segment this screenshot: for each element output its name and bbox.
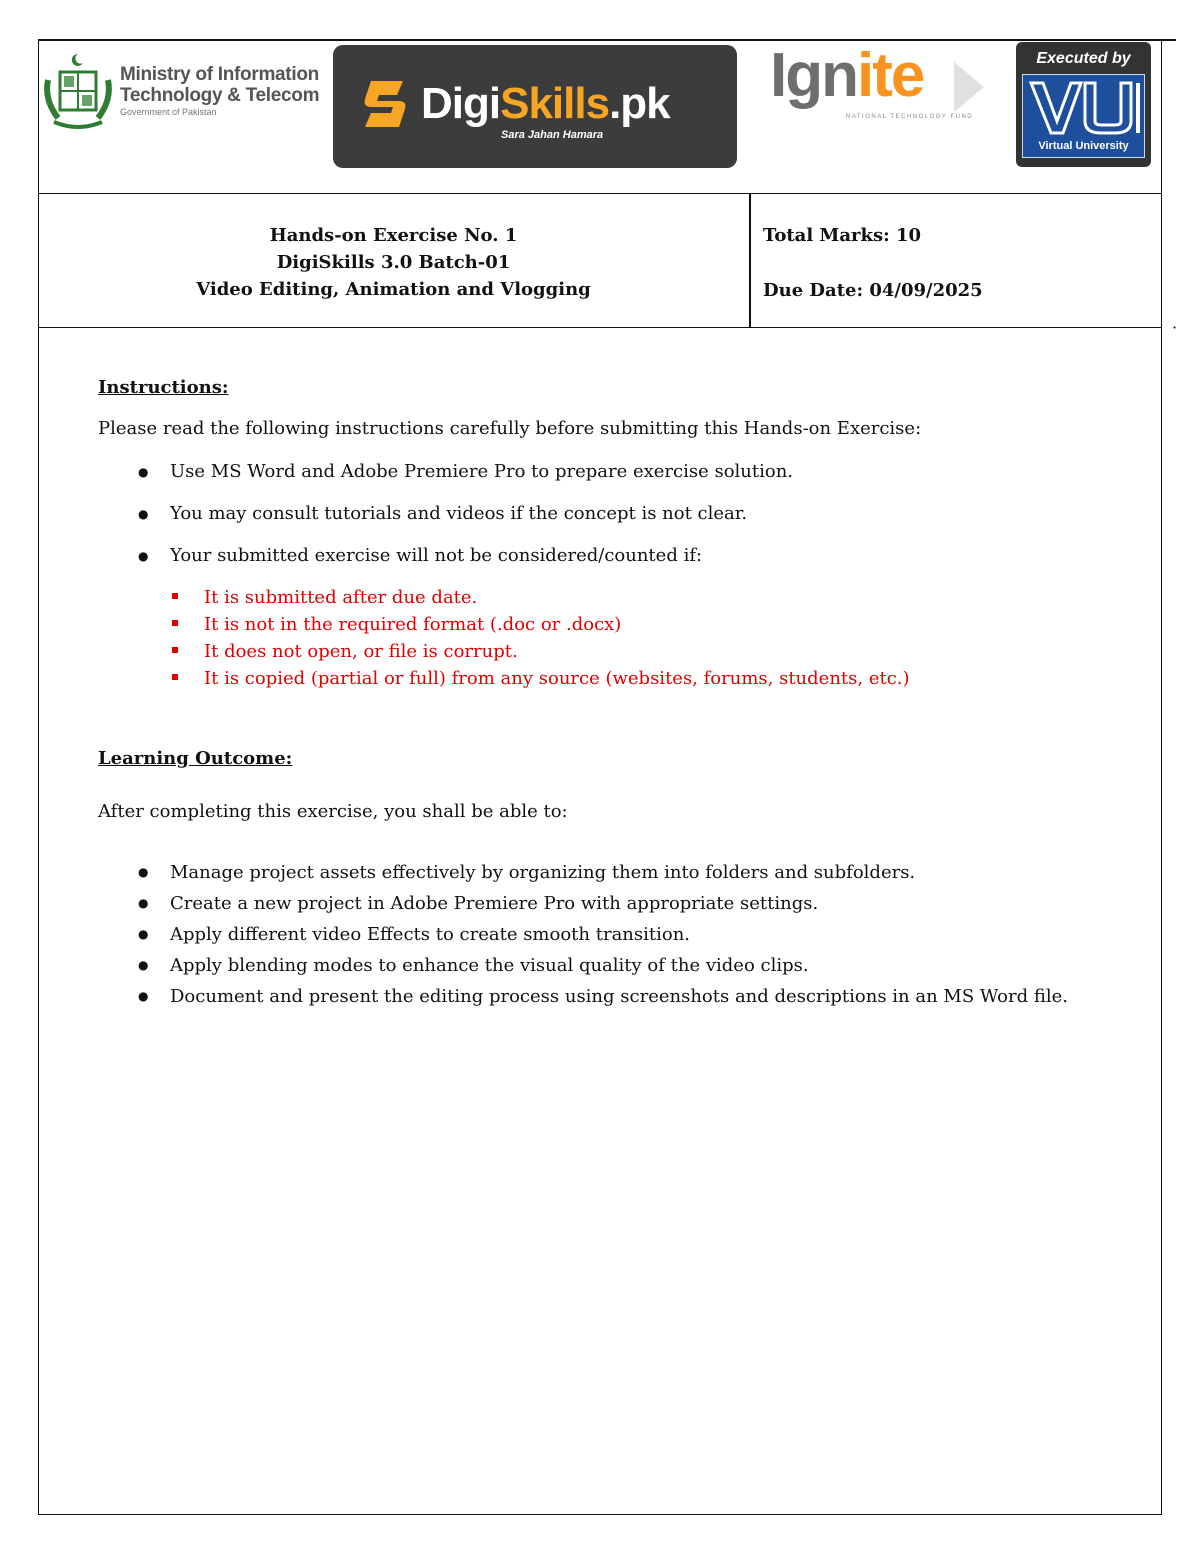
instructions-list (98, 460, 793, 568)
list-item: ● Manage project assets effectively by organizing them into folders and subfolders. (98, 857, 1068, 888)
digiskills-tagline: Sara Jahan Hamara (501, 129, 604, 141)
list-item: ● Apply different video Effects to create smooth transition. (98, 919, 1068, 950)
vu-monogram-icon (1023, 77, 1144, 139)
vu-executed-by: Executed by (1036, 50, 1131, 67)
digiskills-logo (333, 45, 737, 168)
ministry-name-line2: Technology & Telecom (120, 85, 320, 106)
vu-logo (1016, 42, 1151, 167)
margin-dot: · (1172, 318, 1178, 337)
list-item: It does not open, or file is corrupt. (98, 638, 910, 665)
vu-university-name: Virtual University (1038, 140, 1129, 152)
ministry-government-line: Government of Pakistan (120, 107, 217, 117)
pakistan-emblem-icon (40, 50, 116, 132)
course-name: Video Editing, Animation and Vlogging (196, 279, 591, 300)
ministry-name-line1: Ministry of Information (120, 64, 319, 85)
list-item: ● Create a new project in Adobe Premiere Pro with appropriate settings. (98, 888, 1068, 919)
list-item: ● Apply blending modes to enhance the visual quality of the video clips. (98, 950, 1068, 981)
ignite-logo (768, 41, 988, 130)
due-date: Due Date: 04/09/2025 (763, 280, 983, 301)
digiskills-wordmark: DigiSkills.pk (421, 79, 670, 128)
total-marks: Total Marks: 10 (763, 225, 922, 246)
exercise-number: Hands-on Exercise No. 1 (269, 225, 518, 246)
list-item: It is not in the required format (.doc or .docx) (98, 611, 910, 638)
batch-name: DigiSkills 3.0 Batch-01 (276, 252, 511, 273)
exercise-title-block (38, 222, 749, 303)
list-item: ● Use MS Word and Adobe Premiere Pro to prepare exercise solution. (98, 460, 793, 484)
list-item: ● Your submitted exercise will not be considered/counted if: (98, 544, 793, 568)
top-rule (1160, 39, 1176, 41)
list-item: ● Document and present the editing process using screenshots and descriptions in an MS Word file. (98, 981, 1068, 1012)
ignite-wordmark: Ignite (770, 41, 924, 110)
digiskills-s-icon (357, 75, 413, 135)
learning-outcome-intro: After completing this exercise, you shall be able to: (98, 801, 568, 822)
ignite-arrow-icon (954, 62, 984, 112)
title-divider (749, 193, 751, 328)
instructions-intro: Please read the following instructions carefully before submitting this Hands-on Exercise: (98, 418, 922, 439)
instructions-heading: Instructions: (98, 377, 229, 398)
ministry-logo (40, 50, 330, 132)
learning-outcome-heading: Learning Outcome: (98, 748, 293, 769)
ignite-subtitle: NATIONAL TECHNOLOGY FUND (846, 114, 974, 120)
learning-outcome-list (98, 857, 1068, 1012)
list-item: It is submitted after due date. (98, 584, 910, 611)
disqualification-list (98, 584, 910, 692)
list-item: It is copied (partial or full) from any source (websites, forums, students, etc.) (98, 665, 910, 692)
list-item: ● You may consult tutorials and videos if the concept is not clear. (98, 502, 793, 526)
